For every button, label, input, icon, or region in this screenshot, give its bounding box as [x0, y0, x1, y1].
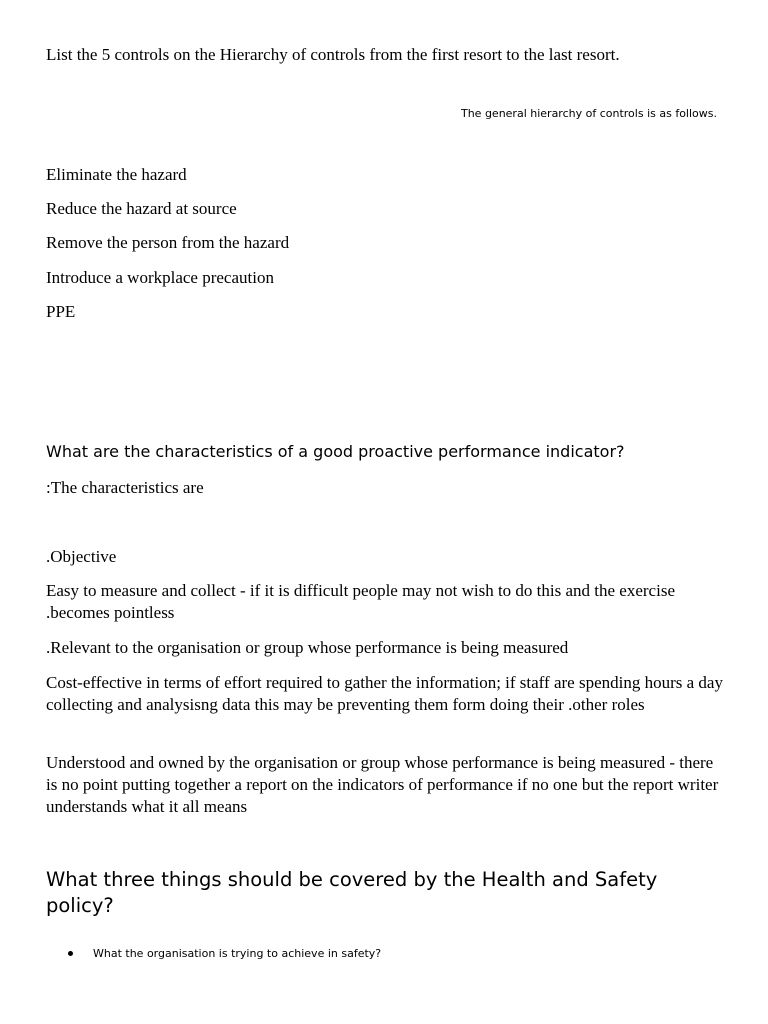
- characteristic-item-1: .Objective: [46, 547, 117, 566]
- policy-bullet-item-1: What the organisation is trying to achieve in safety?: [93, 947, 382, 960]
- question-performance-indicator: What are the characteristics of a good proactive performance indicator?: [46, 442, 625, 461]
- control-item-4: Introduce a workplace precaution: [46, 268, 274, 287]
- control-item-3: Remove the person from the hazard: [46, 233, 290, 252]
- hierarchy-intro-text: The general hierarchy of controls is as follows.: [460, 107, 717, 120]
- question-health-safety-policy: What three things should be covered by the Health and Safety policy?: [46, 868, 658, 917]
- characteristic-item-3: .Relevant to the organisation or group whose performance is being measured: [46, 638, 569, 657]
- characteristic-item-4: Cost-effective in terms of effort required to gather the information; if staff are spending hours a day collecting and analysisng data this may be preventing them form doing their .other roles: [46, 673, 723, 714]
- characteristics-intro: :The characteristics are: [46, 478, 204, 497]
- question-hierarchy-of-controls: List the 5 controls on the Hierarchy of controls from the first resort to the last resort.: [46, 45, 620, 64]
- control-item-2: Reduce the hazard at source: [46, 199, 237, 218]
- characteristic-item-5: Understood and owned by the organisation or group whose performance is being measured - there is no point putting together a report on the indicators of performance if no one but the report writer understands what it all means: [46, 753, 719, 816]
- control-item-5: PPE: [46, 302, 76, 321]
- characteristic-item-2: Easy to measure and collect - if it is difficult people may not wish to do this and the exercise .becomes pointless: [46, 581, 675, 622]
- bullet-dot-icon: [68, 951, 73, 956]
- control-item-1: Eliminate the hazard: [46, 165, 187, 184]
